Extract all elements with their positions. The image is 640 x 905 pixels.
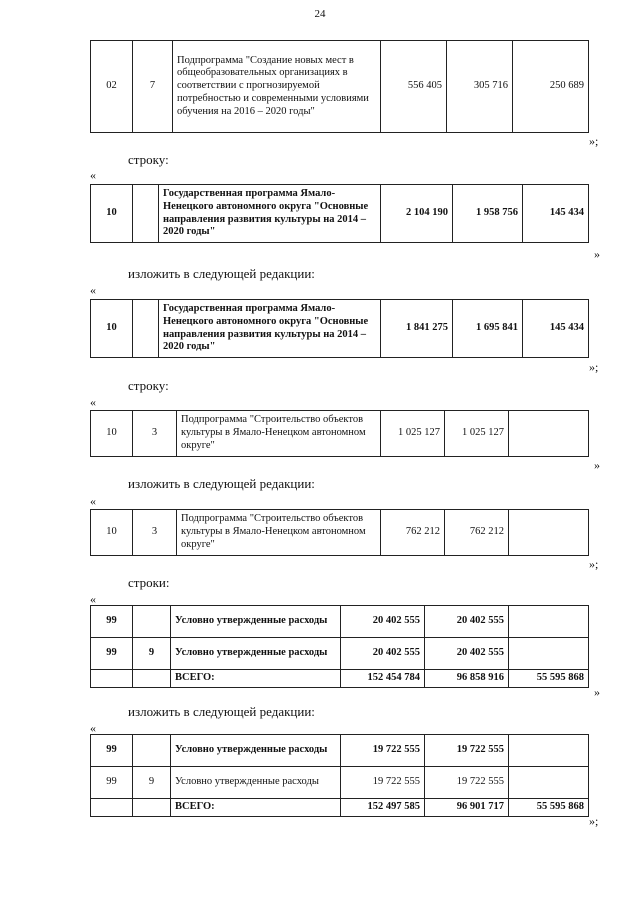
cell-name: Условно утвержденные расходы (171, 767, 341, 799)
cell-value-2: 20 402 555 (425, 606, 509, 638)
table-row (91, 606, 589, 638)
cell-value-2: 1 958 756 (453, 185, 523, 243)
table-row (91, 510, 589, 556)
table-subprogram-schools (90, 40, 589, 133)
table-culture-construction-new (90, 509, 589, 556)
cell-value-3: 55 595 868 (509, 799, 589, 817)
cell-name: Условно утвержденные расходы (171, 606, 341, 638)
cell-sub: 3 (133, 510, 177, 556)
opening-quote: « (90, 592, 96, 606)
cell-code: 99 (91, 606, 133, 638)
instruction-line: строку: (128, 152, 169, 167)
closing-quote: » (594, 685, 600, 699)
cell-total: 2 104 190 (381, 185, 453, 243)
opening-quote: « (90, 494, 96, 508)
table-row (91, 300, 589, 358)
cell-sub (133, 799, 171, 817)
cell-value-2: 762 212 (445, 510, 509, 556)
cell-value-2: 1 695 841 (453, 300, 523, 358)
cell-name: Условно утвержденные расходы (171, 638, 341, 670)
cell-total: 1 841 275 (381, 300, 453, 358)
cell-sub (133, 185, 159, 243)
instruction-replace: изложить в следующей редакции: (128, 476, 315, 491)
cell-code: 99 (91, 735, 133, 767)
table-conditional-expenses-old (90, 605, 589, 688)
cell-value-3 (509, 735, 589, 767)
cell-code (91, 799, 133, 817)
table-row (91, 638, 589, 670)
closing-quote: »; (589, 360, 599, 374)
cell-name: ВСЕГО: (171, 799, 341, 817)
cell-sub: 9 (133, 638, 171, 670)
cell-total: 152 497 585 (341, 799, 425, 817)
cell-total: 762 212 (381, 510, 445, 556)
cell-value-2: 19 722 555 (425, 735, 509, 767)
cell-code (91, 670, 133, 688)
cell-value-2: 96 901 717 (425, 799, 509, 817)
table-conditional-expenses-new (90, 734, 589, 817)
table-culture-construction-old (90, 410, 589, 457)
cell-name: Условно утвержденные расходы (171, 735, 341, 767)
cell-total: 556 405 (381, 41, 447, 133)
cell-total: 20 402 555 (341, 606, 425, 638)
cell-total: 20 402 555 (341, 638, 425, 670)
cell-code: 99 (91, 767, 133, 799)
page-number: 24 (314, 8, 326, 20)
cell-value-3 (509, 606, 589, 638)
opening-quote: « (90, 395, 96, 409)
closing-quote: »; (589, 134, 599, 148)
cell-total: 1 025 127 (381, 411, 445, 457)
opening-quote: « (90, 721, 96, 735)
cell-name: ВСЕГО: (171, 670, 341, 688)
cell-code: 99 (91, 638, 133, 670)
cell-code: 10 (91, 300, 133, 358)
table-row (91, 767, 589, 799)
instruction-lines: строки: (128, 575, 170, 590)
instruction-line: строку: (128, 378, 169, 393)
opening-quote: « (90, 168, 96, 182)
cell-value-2: 305 716 (447, 41, 513, 133)
cell-sub: 3 (133, 411, 177, 457)
table-row (91, 411, 589, 457)
instruction-replace: изложить в следующей редакции: (128, 266, 315, 281)
closing-quote: » (594, 458, 600, 472)
cell-name: Подпрограмма "Строительство объектов культуры в Ямало-Ненецком автономном округе" (177, 510, 381, 556)
table-culture-program-old (90, 184, 589, 243)
table-row (91, 41, 589, 133)
cell-value-3 (509, 638, 589, 670)
cell-value-3: 250 689 (513, 41, 589, 133)
table-row-total (91, 799, 589, 817)
closing-quote: » (594, 247, 600, 261)
cell-name: Государственная программа Ямало-Ненецкого автономного округа "Основные направления развития культуры на 2014 – 2020 годы" (159, 300, 381, 358)
cell-sub: 7 (133, 41, 173, 133)
table-culture-program-new (90, 299, 589, 358)
cell-code: 10 (91, 185, 133, 243)
opening-quote: « (90, 283, 96, 297)
table-row (91, 735, 589, 767)
closing-quote: »; (589, 814, 599, 828)
cell-sub (133, 670, 171, 688)
cell-value-2: 96 858 916 (425, 670, 509, 688)
cell-code: 02 (91, 41, 133, 133)
cell-value-2: 1 025 127 (445, 411, 509, 457)
cell-value-3 (509, 411, 589, 457)
cell-name: Подпрограмма "Создание новых мест в общеобразовательных организациях в соответствии с прогнозируемой потребностью и современными условиями обучения на 2016 – 2020 годы" (173, 41, 381, 133)
cell-code: 10 (91, 411, 133, 457)
cell-name: Государственная программа Ямало-Ненецкого автономного округа "Основные направления развития культуры на 2014 – 2020 годы" (159, 185, 381, 243)
table-row (91, 185, 589, 243)
table-row-total (91, 670, 589, 688)
cell-sub: 9 (133, 767, 171, 799)
cell-value-3: 145 434 (523, 185, 589, 243)
cell-name: Подпрограмма "Строительство объектов культуры в Ямало-Ненецком автономном округе" (177, 411, 381, 457)
closing-quote: »; (589, 557, 599, 571)
cell-value-3 (509, 510, 589, 556)
cell-code: 10 (91, 510, 133, 556)
cell-value-3 (509, 767, 589, 799)
cell-value-3: 145 434 (523, 300, 589, 358)
cell-value-3: 55 595 868 (509, 670, 589, 688)
instruction-replace: изложить в следующей редакции: (128, 704, 315, 719)
cell-total: 19 722 555 (341, 735, 425, 767)
cell-total: 19 722 555 (341, 767, 425, 799)
cell-total: 152 454 784 (341, 670, 425, 688)
cell-value-2: 20 402 555 (425, 638, 509, 670)
cell-sub (133, 300, 159, 358)
cell-value-2: 19 722 555 (425, 767, 509, 799)
cell-sub (133, 606, 171, 638)
cell-sub (133, 735, 171, 767)
